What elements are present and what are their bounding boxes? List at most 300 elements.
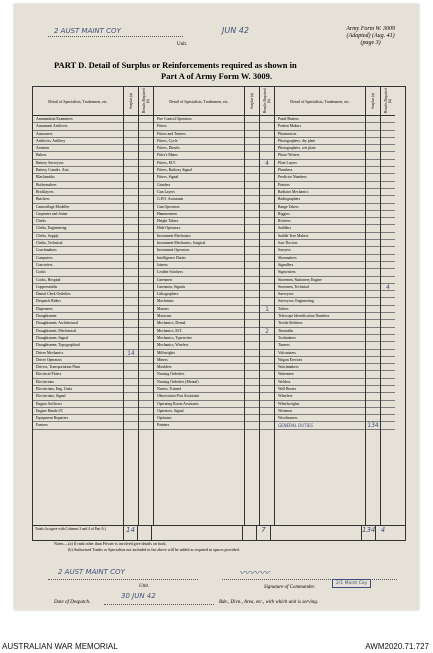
required-cell xyxy=(381,393,395,400)
trade-row: Carpenter and Joiner xyxy=(33,211,123,218)
trade-row: Photographers, wet plate xyxy=(275,145,365,152)
trade-row: Blacksmiths xyxy=(33,174,123,181)
required-cell xyxy=(139,152,153,159)
trade-row: Observation Post Assistants xyxy=(154,393,244,400)
trade-row: Masseurs xyxy=(154,313,244,320)
surplus-cell xyxy=(245,350,259,357)
surplus-cell: 134 xyxy=(367,422,379,430)
trade-row: Fire Control Operators xyxy=(154,116,244,123)
surplus-cell xyxy=(245,277,259,284)
surplus-cell xyxy=(366,401,380,408)
required-cell xyxy=(260,116,274,123)
footer-unit-line xyxy=(48,579,198,580)
required-cell xyxy=(381,131,395,138)
required-cell xyxy=(139,277,153,284)
trade-row: Boilermakers xyxy=(33,182,123,189)
trade-row: Intelligence Duties xyxy=(154,255,244,262)
specialist-column-1 xyxy=(33,87,124,525)
totals-col2-required: 7 xyxy=(257,525,271,540)
trade-row: Wagon Erectors xyxy=(275,357,365,364)
surplus-cell xyxy=(124,211,138,218)
required-cell xyxy=(381,255,395,262)
trade-row: Hide Operators xyxy=(154,225,244,232)
trade-row: Moulders xyxy=(154,364,244,371)
trade-row: Mechanics, Typewriter xyxy=(154,335,244,342)
required-cell xyxy=(381,328,395,335)
trade-row: Electricians xyxy=(33,379,123,386)
surplus-cell xyxy=(245,284,259,291)
required-cell xyxy=(260,211,274,218)
trade-row: Operating Room Assistants xyxy=(154,401,244,408)
unit-stamp: 2/1 Maint Coy xyxy=(332,579,371,588)
required-cell xyxy=(139,364,153,371)
trade-row: Photographers, dry plate xyxy=(275,138,365,145)
surplus-cell xyxy=(366,218,380,225)
trade-row: Armament Artificers xyxy=(33,123,123,130)
despatch-date-handwritten: 30 JUN 42 xyxy=(121,592,156,600)
surplus-cell xyxy=(245,123,259,130)
trade-row: Welders xyxy=(275,379,365,386)
required-cell xyxy=(139,284,153,291)
surplus-cell xyxy=(366,342,380,349)
surplus-cell xyxy=(124,138,138,145)
required-cell xyxy=(381,225,395,232)
trade-row: Miners xyxy=(154,357,244,364)
surplus-cell xyxy=(245,167,259,174)
required-cell xyxy=(260,335,274,342)
required-cell xyxy=(139,335,153,342)
surplus-cell xyxy=(245,182,259,189)
trade-row: Well Borers xyxy=(275,386,365,393)
surplus-cell xyxy=(366,298,380,305)
required-cell xyxy=(139,379,153,386)
surplus-header: Surplus (a) xyxy=(250,93,254,109)
required-cell xyxy=(260,393,274,400)
surplus-cell xyxy=(124,371,138,378)
required-cell xyxy=(260,291,274,298)
required-header: Results Required (b) xyxy=(142,88,150,114)
required-cell xyxy=(381,233,395,240)
required-cell xyxy=(381,357,395,364)
trade-row: Fitters and Turners xyxy=(154,131,244,138)
required-cell xyxy=(260,196,274,203)
surplus-cell xyxy=(124,386,138,393)
surplus-cell xyxy=(245,204,259,211)
surplus-cell xyxy=(245,401,259,408)
trade-row: Despatch Riders xyxy=(33,298,123,305)
surplus-cell xyxy=(245,415,259,422)
trade-row: Wiremen xyxy=(275,408,365,415)
date-handwritten: JUN 42 xyxy=(222,26,249,35)
surplus-cell xyxy=(124,145,138,152)
trade-row: Electricians, Signal xyxy=(33,393,123,400)
required-cell xyxy=(260,401,274,408)
surplus-cell xyxy=(366,145,380,152)
required-cell xyxy=(260,131,274,138)
form-sheet xyxy=(14,4,419,610)
trade-row: Clerks, Technical xyxy=(33,240,123,247)
trade-row: Gun Layers xyxy=(154,189,244,196)
surplus-cell xyxy=(124,189,138,196)
trade-row: Cooks, Hospital xyxy=(33,277,123,284)
required-cell xyxy=(139,350,153,357)
required-cell xyxy=(381,182,395,189)
surplus-cell xyxy=(245,357,259,364)
surplus-cell xyxy=(366,335,380,342)
surplus-cell xyxy=(366,364,380,371)
surplus-cell xyxy=(124,196,138,203)
required-cell xyxy=(139,240,153,247)
surplus-header: Surplus (a) xyxy=(129,93,133,109)
required-cell xyxy=(381,152,395,159)
surplus-cell xyxy=(124,204,138,211)
trade-row: Coachmakers xyxy=(33,247,123,254)
trade-row: Riveters xyxy=(275,218,365,225)
trade-row: Battery Surveyors xyxy=(33,160,123,167)
required-cell xyxy=(139,255,153,262)
required-cell xyxy=(139,357,153,364)
trade-row: Textile Refitters xyxy=(275,320,365,327)
surplus-cell: 14 xyxy=(124,350,138,357)
surplus-cell xyxy=(245,233,259,240)
required-cell: 2 xyxy=(260,328,274,335)
trade-row: Bricklayers xyxy=(33,189,123,196)
required-cell xyxy=(260,233,274,240)
required-cell xyxy=(139,342,153,349)
trade-row: Fitters, Railway Signal xyxy=(154,167,244,174)
surplus-cell xyxy=(366,160,380,167)
trade-row: Equipment Repairers xyxy=(33,415,123,422)
required-cell xyxy=(381,320,395,327)
trade-row: Armourers xyxy=(33,131,123,138)
surplus-cell xyxy=(245,422,259,429)
trade-row: Instrument Operators xyxy=(154,247,244,254)
trade-row: Gun Operators xyxy=(154,204,244,211)
totals-col1-required xyxy=(138,525,152,540)
trade-row: Millwrights xyxy=(154,350,244,357)
surplus-cell xyxy=(366,284,380,291)
required-cell xyxy=(381,298,395,305)
trade-row: Saw Doctors xyxy=(275,240,365,247)
surplus-column-3 xyxy=(366,87,381,525)
surplus-cell xyxy=(124,116,138,123)
required-header: Results Required (b) xyxy=(263,88,271,114)
surplus-cell xyxy=(366,371,380,378)
surplus-cell xyxy=(366,393,380,400)
trade-row: Printers xyxy=(275,182,365,189)
surplus-cell xyxy=(124,255,138,262)
surplus-cell xyxy=(124,291,138,298)
surplus-cell xyxy=(245,408,259,415)
trade-row: Draughtsmen xyxy=(33,313,123,320)
surplus-cell xyxy=(245,255,259,262)
required-cell xyxy=(381,262,395,269)
required-cell xyxy=(381,371,395,378)
required-cell xyxy=(381,335,395,342)
trade-row: Wheelers xyxy=(275,393,365,400)
form-reference: Army Form W. 3009 (Adapted) (Aug. 41) (page 3) xyxy=(346,26,395,46)
surplus-cell xyxy=(124,233,138,240)
required-column-1 xyxy=(139,87,154,525)
surplus-cell xyxy=(245,306,259,313)
trade-row: Surveyors xyxy=(275,291,365,298)
trade-row: Driver Operators xyxy=(33,357,123,364)
required-cell xyxy=(381,138,395,145)
trade-row: Radiographers xyxy=(275,196,365,203)
surplus-header: Surplus (a) xyxy=(371,93,375,109)
surplus-cell xyxy=(366,204,380,211)
footer-unit-handwritten: 2 AUST MAINT COY xyxy=(58,568,125,576)
required-cell: 1 xyxy=(260,306,274,313)
trade-row: Storemen, Stationery Engine xyxy=(275,277,365,284)
surplus-cell xyxy=(366,291,380,298)
surplus-cell xyxy=(124,306,138,313)
surplus-cell xyxy=(366,123,380,130)
trade-row: Dental Clerk Orderlies xyxy=(33,291,123,298)
required-cell xyxy=(139,408,153,415)
specialists-header: Detail of Specialists, Tradesmen, etc. xyxy=(33,87,123,116)
required-cell xyxy=(260,379,274,386)
required-cell xyxy=(381,313,395,320)
trade-row: Dispensers xyxy=(33,306,123,313)
surplus-cell xyxy=(245,247,259,254)
surplus-cell xyxy=(124,123,138,130)
surplus-cell xyxy=(124,218,138,225)
trade-row: Artificers, Artillery xyxy=(33,138,123,145)
surplus-cell xyxy=(124,379,138,386)
required-cell xyxy=(381,211,395,218)
form-title-line2: Part A of Army Form W. 3009. xyxy=(161,71,272,81)
surplus-cell xyxy=(124,277,138,284)
required-cell xyxy=(139,313,153,320)
surplus-cell xyxy=(366,152,380,159)
trade-row: Fitters, Cycle xyxy=(154,138,244,145)
trade-row: Saddle Tree Makers xyxy=(275,233,365,240)
required-cell xyxy=(139,386,153,393)
trade-row: Draughtsmen, Architectural xyxy=(33,320,123,327)
surplus-cell xyxy=(124,284,138,291)
required-cell xyxy=(381,408,395,415)
trade-row: Clerks xyxy=(33,218,123,225)
required-cell xyxy=(381,174,395,181)
archive-caption xyxy=(0,612,433,653)
totals-col1-surplus: 14 xyxy=(124,525,138,540)
trade-row: Instrument Mechanics xyxy=(154,233,244,240)
surplus-cell xyxy=(124,401,138,408)
footer-unit-label: Unit. xyxy=(139,584,150,589)
required-cell xyxy=(260,350,274,357)
required-cell xyxy=(139,233,153,240)
required-cell xyxy=(381,218,395,225)
surplus-cell xyxy=(245,218,259,225)
surplus-cell xyxy=(366,379,380,386)
surplus-cell xyxy=(124,262,138,269)
required-cell xyxy=(139,160,153,167)
required-cell xyxy=(381,240,395,247)
required-cell xyxy=(260,262,274,269)
surplus-cell xyxy=(245,189,259,196)
required-cell xyxy=(139,401,153,408)
trade-row: Draughtsmen, Topographical xyxy=(33,342,123,349)
surplus-cell xyxy=(245,211,259,218)
surplus-cell xyxy=(366,306,380,313)
trade-row: Draughtsmen, Mechanical xyxy=(33,328,123,335)
totals-col3-required: 4 xyxy=(380,526,386,534)
trade-row: Farriers xyxy=(33,422,123,429)
required-cell xyxy=(139,131,153,138)
trade-row: Turners xyxy=(275,342,365,349)
required-cell xyxy=(139,247,153,254)
trade-row: Woodturners xyxy=(275,415,365,422)
required-cell xyxy=(381,277,395,284)
trade-row: Grinders xyxy=(154,182,244,189)
trade-row: Coppersmiths xyxy=(33,284,123,291)
trade-row: Nursing Orderlies xyxy=(154,371,244,378)
surplus-cell xyxy=(366,182,380,189)
surplus-cell xyxy=(366,116,380,123)
surplus-cell xyxy=(245,386,259,393)
surplus-cell xyxy=(245,269,259,276)
specialists-table xyxy=(32,86,406,526)
trade-row: Fitter's Mates xyxy=(154,152,244,159)
required-cell xyxy=(139,415,153,422)
surplus-cell xyxy=(124,364,138,371)
surplus-cell xyxy=(245,393,259,400)
surplus-cell xyxy=(245,298,259,305)
required-cell xyxy=(139,211,153,218)
bde-label: Bde., Divn., Area, etc., with which unit is serving. xyxy=(219,600,319,605)
required-cell: 4 xyxy=(381,284,395,291)
required-cell xyxy=(260,342,274,349)
trade-row: Engine Hands I/C xyxy=(33,408,123,415)
required-cell xyxy=(139,174,153,181)
required-cell xyxy=(139,123,153,130)
surplus-cell xyxy=(124,415,138,422)
specialist-column-2 xyxy=(154,87,245,525)
required-cell xyxy=(139,328,153,335)
required-cell xyxy=(260,269,274,276)
specialists-header: Detail of Specialists, Tradesmen, etc. xyxy=(154,87,244,116)
surplus-cell xyxy=(366,277,380,284)
trade-row: Fitters xyxy=(154,123,244,130)
surplus-cell xyxy=(245,160,259,167)
trade-row: Predictor Numbers xyxy=(275,174,365,181)
surplus-cell xyxy=(124,393,138,400)
required-cell xyxy=(260,204,274,211)
required-cell xyxy=(139,269,153,276)
required-cell xyxy=(139,225,153,232)
required-cell xyxy=(260,422,274,429)
trade-row: Draughtsmen, Signal xyxy=(33,335,123,342)
trade-row: Electrical Fitters xyxy=(33,371,123,378)
required-cell xyxy=(260,240,274,247)
surplus-cell xyxy=(366,320,380,327)
required-header: Results Required (b) xyxy=(384,88,392,114)
trade-row: Riggers xyxy=(275,211,365,218)
surplus-cell xyxy=(245,225,259,232)
trade-row: Tailors xyxy=(275,306,365,313)
trade-row: Range Takers xyxy=(275,204,365,211)
required-cell xyxy=(381,364,395,371)
trade-row: Mechanics, Dental xyxy=(154,320,244,327)
trade-row: Electricians, Eng. Units xyxy=(33,386,123,393)
trade-row: Linesmen, Signals xyxy=(154,284,244,291)
required-cell xyxy=(139,320,153,327)
surplus-cell xyxy=(245,116,259,123)
required-cell xyxy=(260,123,274,130)
surplus-cell xyxy=(245,131,259,138)
trade-row: Photo-Writers xyxy=(275,152,365,159)
trade-row: Fitters, M.T. xyxy=(154,160,244,167)
required-cell xyxy=(139,422,153,429)
trade-row: Linesmen xyxy=(154,277,244,284)
trade-row: Signallers xyxy=(275,262,365,269)
surplus-cell xyxy=(245,145,259,152)
surplus-cell xyxy=(124,342,138,349)
trade-row: Painters xyxy=(154,422,244,429)
surplus-cell xyxy=(245,379,259,386)
surplus-cell xyxy=(366,262,380,269)
required-cell xyxy=(381,196,395,203)
trade-row: Shoemakers xyxy=(275,255,365,262)
required-cell xyxy=(139,196,153,203)
trade-row: Radiator Mechanics xyxy=(275,189,365,196)
required-cell xyxy=(381,350,395,357)
required-cell xyxy=(260,167,274,174)
required-cell xyxy=(260,145,274,152)
surplus-cell xyxy=(245,328,259,335)
required-column-3 xyxy=(381,87,395,525)
surplus-cell xyxy=(245,291,259,298)
trade-row: Hammermen xyxy=(154,211,244,218)
required-cell xyxy=(260,364,274,371)
totals-col2-surplus xyxy=(243,525,257,540)
required-cell xyxy=(260,218,274,225)
surplus-cell xyxy=(124,408,138,415)
trade-row: Cooks xyxy=(33,269,123,276)
required-cell xyxy=(260,255,274,262)
surplus-cell xyxy=(366,313,380,320)
required-cell xyxy=(139,218,153,225)
required-cell xyxy=(139,189,153,196)
surplus-cell xyxy=(124,174,138,181)
surplus-cell xyxy=(366,328,380,335)
surplus-cell xyxy=(245,196,259,203)
surplus-column-2 xyxy=(245,87,260,525)
trade-row: Lithographers xyxy=(154,291,244,298)
required-cell xyxy=(260,357,274,364)
required-cell xyxy=(381,306,395,313)
surplus-cell xyxy=(366,131,380,138)
surplus-cell xyxy=(124,320,138,327)
surplus-cell xyxy=(245,240,259,247)
trade-row: Camouflage Modeller xyxy=(33,204,123,211)
surplus-cell xyxy=(245,342,259,349)
surplus-cell xyxy=(245,371,259,378)
trade-row: Machinists xyxy=(154,298,244,305)
required-cell xyxy=(139,298,153,305)
required-cell xyxy=(260,225,274,232)
totals-label: Totals (to agree with Columns 3 and 4 of Part A.) xyxy=(33,525,124,540)
surplus-cell xyxy=(366,408,380,415)
surplus-cell xyxy=(124,328,138,335)
required-cell xyxy=(260,152,274,159)
trade-row: Pattern Makers xyxy=(275,123,365,130)
required-cell xyxy=(381,342,395,349)
required-cell xyxy=(381,123,395,130)
required-cell xyxy=(381,269,395,276)
trade-row: Height Takers xyxy=(154,218,244,225)
